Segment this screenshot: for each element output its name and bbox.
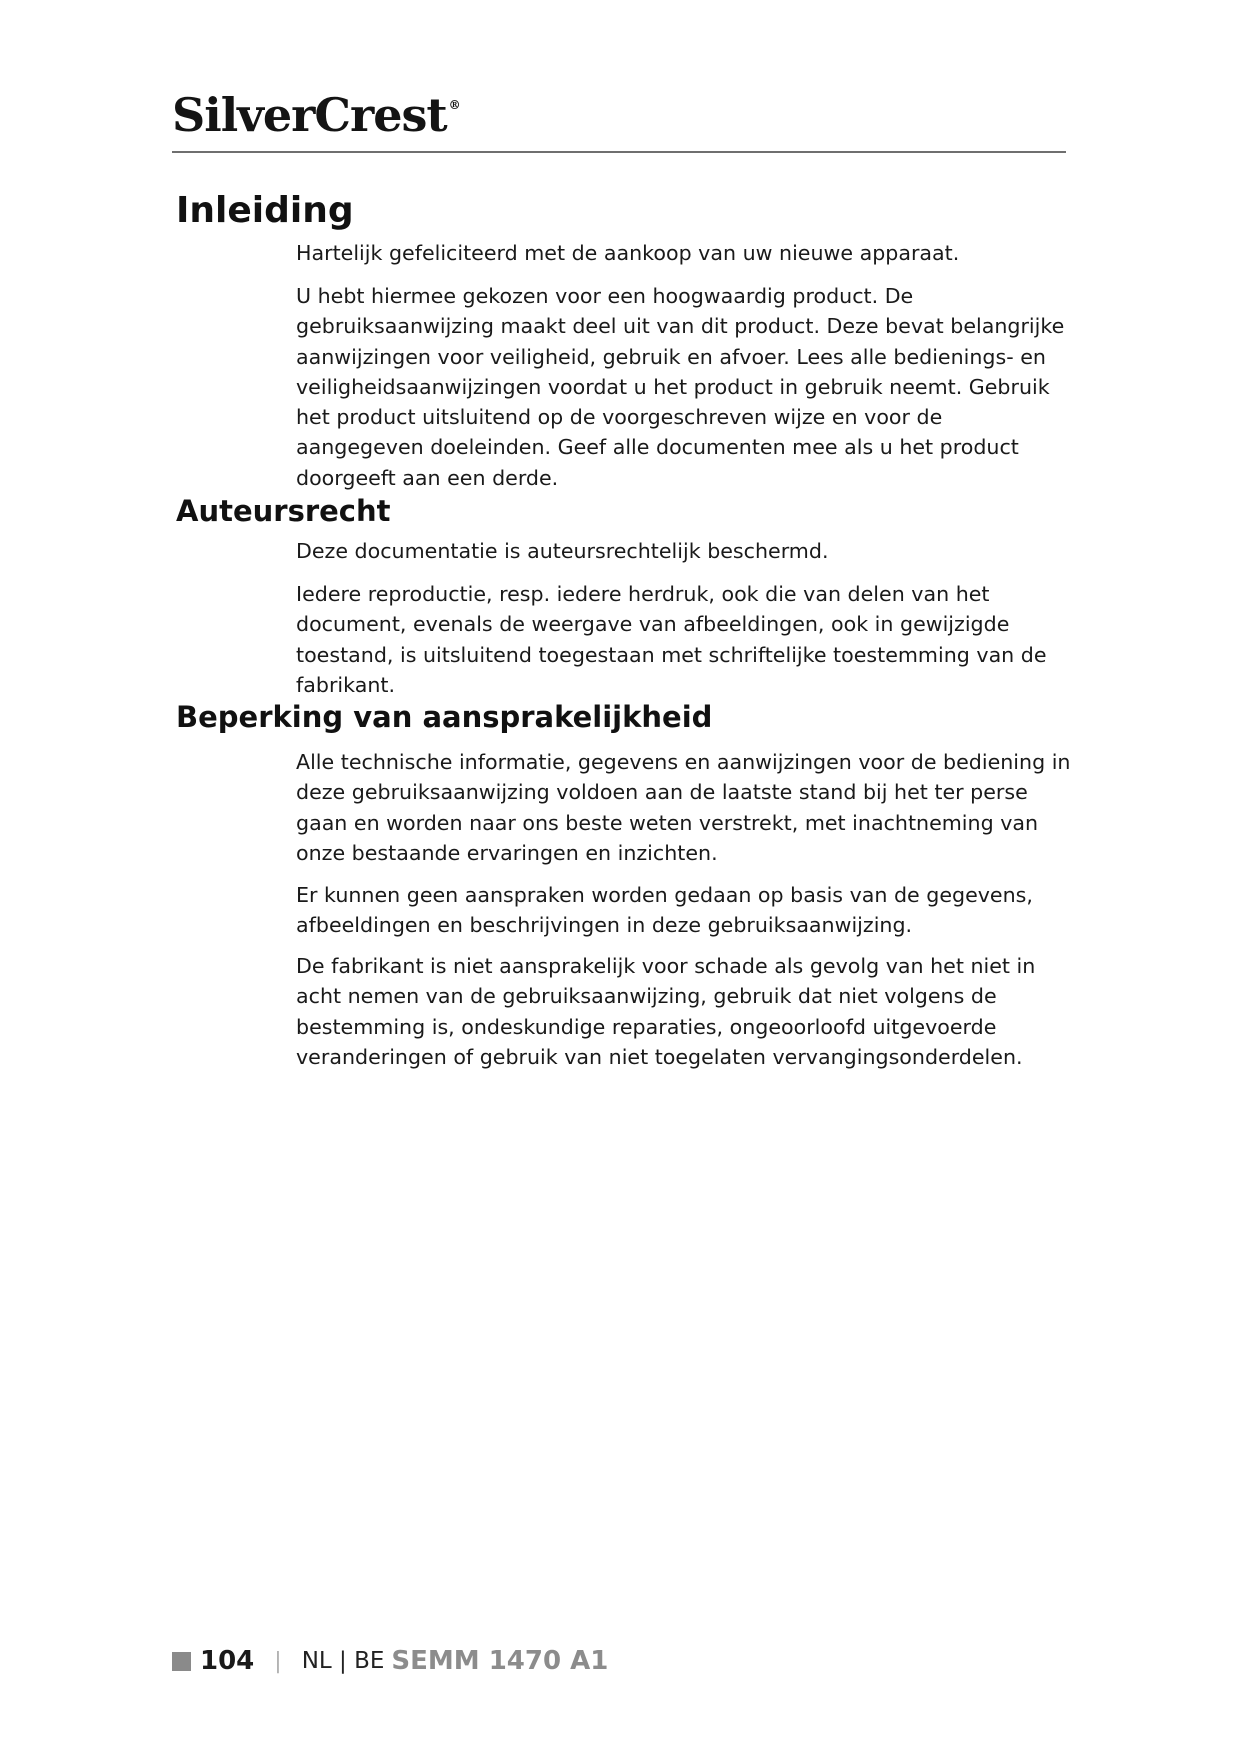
- language-code: NL | BE: [301, 1648, 385, 1674]
- header-divider: [172, 151, 1066, 153]
- paragraph: Iedere reproductie, resp. iedere herdruk, ook die van delen van het document, evenals de weergave van afbeeldingen, ook in gewijzigde toestand, is uitsluitend toegestaan met schriftelijke toestemming van de fabrikant.: [296, 582, 1047, 697]
- footer-square-marker: [172, 1652, 191, 1671]
- brand-name: SilverCrest: [172, 88, 447, 142]
- page-number: 104: [200, 1646, 255, 1676]
- paragraph: De fabrikant is niet aansprakelijk voor schade als gevolg van het niet in acht nemen van de gebruiksaanwijzing, gebruik dat niet volgens de bestemming is, ondeskundige reparaties, ongeoorloofd uitgevoerde veranderingen of gebruik van niet toegelaten vervangingsonderdelen.: [296, 954, 1036, 1069]
- footer-separator: |: [274, 1648, 282, 1674]
- paragraph: Er kunnen geen aanspraken worden gedaan op basis van de gegevens, afbeeldingen en beschrijvingen in deze gebruiksaanwijzing.: [296, 883, 1033, 938]
- paragraph: Deze documentatie is auteursrechtelijk beschermd.: [296, 539, 829, 563]
- section-heading-introduction: Inleiding: [176, 190, 354, 231]
- page-footer: [172, 1644, 608, 1678]
- paragraph: U hebt hiermee gekozen voor een hoogwaardig product. De gebruiksaanwijzing maakt deel uit van dit product. Deze bevat belangrijke aanwijzingen voor veiligheid, gebruik en afvoer. Lees alle bedienings- en veiligheidsaanwijzingen voordat u het product in gebruik neemt. Gebruik het product uitsluitend op de voorgeschreven wijze en voor de aangegeven doeleinden. Geef alle documenten mee als u het product doorgeeft aan een derde.: [296, 284, 1065, 490]
- registered-mark: ®: [448, 98, 460, 112]
- section-heading-liability: Beperking van aansprakelijkheid: [176, 700, 713, 734]
- paragraph: Hartelijk gefeliciteerd met de aankoop van uw nieuwe apparaat.: [296, 241, 960, 265]
- brand-logo: [172, 88, 460, 142]
- paragraph: Alle technische informatie, gegevens en aanwijzingen voor de bediening in deze gebruiksaanwijzing voldoen aan de laatste stand bij het ter perse gaan en worden naar ons beste weten verstrekt, met inachtneming van onze bestaande ervaringen en inzichten.: [296, 750, 1071, 865]
- model-number: SEMM 1470 A1: [391, 1646, 609, 1676]
- section-heading-copyright: Auteursrecht: [176, 494, 391, 528]
